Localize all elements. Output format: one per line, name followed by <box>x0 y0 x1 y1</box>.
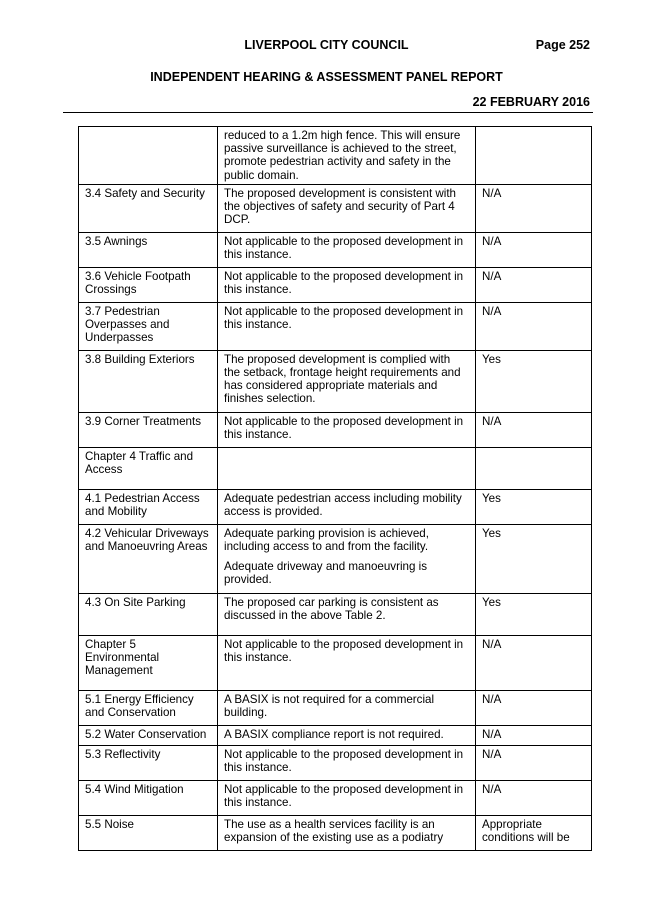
comment-cell <box>218 232 476 267</box>
comment-cell <box>218 447 476 489</box>
complies-cell: Yes <box>476 524 592 593</box>
complies-cell: N/A <box>476 232 592 267</box>
table-row <box>79 690 592 725</box>
comment-cell <box>218 725 476 745</box>
table-row <box>79 593 592 635</box>
control-cell: 5.4 Wind Mitigation <box>79 780 218 815</box>
comment-cell <box>218 184 476 232</box>
comment-cell <box>218 127 476 185</box>
comment-paragraph: The proposed car parking is consistent as discussed in the above Table 2. <box>224 595 439 623</box>
table-row <box>79 350 592 412</box>
complies-cell: N/A <box>476 302 592 350</box>
control-cell: 3.6 Vehicle Footpath Crossings <box>79 267 218 302</box>
table-row <box>79 780 592 815</box>
control-cell: Chapter 4 Traffic and Access <box>79 447 218 489</box>
table-row <box>79 232 592 267</box>
control-cell: 4.1 Pedestrian Access and Mobility <box>79 489 218 524</box>
control-cell: 3.7 Pedestrian Overpasses and Underpasses <box>79 302 218 350</box>
comment-paragraph: Not applicable to the proposed development in this instance. <box>224 269 464 297</box>
comment-paragraph: The proposed development is complied with the setback, frontage height requirements and has considered appropriate materials and finishes selection. <box>224 352 461 406</box>
comment-paragraph: Adequate parking provision is achieved, including access to and from the facility. <box>224 526 429 554</box>
table-row <box>79 302 592 350</box>
page-header <box>0 38 653 56</box>
page-number: Page 252 <box>535 38 590 52</box>
comment-cell <box>218 302 476 350</box>
complies-cell: N/A <box>476 725 592 745</box>
comment-paragraph: Not applicable to the proposed development in this instance. <box>224 747 464 775</box>
comment-paragraph: Not applicable to the proposed development in this instance. <box>224 234 464 262</box>
control-cell <box>79 127 218 185</box>
control-cell: 4.3 On Site Parking <box>79 593 218 635</box>
comment-paragraph: The use as a health services facility is an expansion of the existing use as a podiatry <box>224 817 444 845</box>
control-cell: 5.2 Water Conservation <box>79 725 218 745</box>
control-cell: 3.5 Awnings <box>79 232 218 267</box>
control-cell: 5.1 Energy Efficiency and Conservation <box>79 690 218 725</box>
comment-cell <box>218 745 476 780</box>
control-cell: Chapter 5 Environmental Management <box>79 635 218 690</box>
comment-cell <box>218 412 476 447</box>
table-row <box>79 745 592 780</box>
table-row <box>79 489 592 524</box>
comment-cell <box>218 635 476 690</box>
comment-cell <box>218 267 476 302</box>
comment-paragraph: Not applicable to the proposed development in this instance. <box>224 637 464 665</box>
complies-cell: Yes <box>476 489 592 524</box>
complies-cell: N/A <box>476 635 592 690</box>
control-cell: 4.2 Vehicular Driveways and Manoeuvring Areas <box>79 524 218 593</box>
report-date: 22 FEBRUARY 2016 <box>472 95 590 109</box>
table-row <box>79 635 592 690</box>
complies-cell: N/A <box>476 412 592 447</box>
table-row <box>79 267 592 302</box>
control-cell: 3.9 Corner Treatments <box>79 412 218 447</box>
comment-paragraph: The proposed development is consistent with the objectives of safety and security of Part 4 DCP. <box>224 186 457 227</box>
comment-paragraph: Adequate driveway and manoeuvring is provided. <box>224 560 428 587</box>
complies-cell: N/A <box>476 690 592 725</box>
comment-cell <box>218 524 476 593</box>
comment-paragraph: Adequate pedestrian access including mobility access is provided. <box>224 491 462 519</box>
compliance-table <box>78 126 592 851</box>
comment-cell <box>218 593 476 635</box>
complies-cell: N/A <box>476 267 592 302</box>
table-row <box>79 184 592 232</box>
complies-cell: N/A <box>476 745 592 780</box>
complies-cell: Appropriate conditions will be <box>476 815 592 850</box>
comment-cell <box>218 690 476 725</box>
complies-cell <box>476 447 592 489</box>
control-cell: 5.3 Reflectivity <box>79 745 218 780</box>
comment-cell <box>218 815 476 850</box>
comment-paragraph: A BASIX is not required for a commercial building. <box>224 692 435 720</box>
comment-cell <box>218 780 476 815</box>
table-row <box>79 127 592 185</box>
table-row <box>79 725 592 745</box>
complies-cell: N/A <box>476 184 592 232</box>
complies-cell: Yes <box>476 350 592 412</box>
comment-paragraph: reduced to a 1.2m high fence. This will ensure passive surveillance is achieved to the street, promote pedestrian activity and safety in the public domain. <box>224 129 461 182</box>
control-cell: 5.5 Noise <box>79 815 218 850</box>
control-cell: 3.8 Building Exteriors <box>79 350 218 412</box>
table-row <box>79 412 592 447</box>
compliance-table-body <box>79 127 592 851</box>
table-row <box>79 815 592 850</box>
complies-cell: Yes <box>476 593 592 635</box>
council-name: LIVERPOOL CITY COUNCIL <box>244 38 409 52</box>
comment-paragraph: A BASIX compliance report is not required. <box>224 727 444 741</box>
control-cell: 3.4 Safety and Security <box>79 184 218 232</box>
comment-cell <box>218 350 476 412</box>
comment-paragraph: Not applicable to the proposed development in this instance. <box>224 414 464 442</box>
comment-paragraph: Not applicable to the proposed development in this instance. <box>224 304 464 332</box>
report-title: INDEPENDENT HEARING & ASSESSMENT PANEL REPORT <box>150 70 503 84</box>
header-divider <box>63 112 593 113</box>
comment-cell <box>218 489 476 524</box>
table-row <box>79 447 592 489</box>
table-row <box>79 524 592 593</box>
comment-paragraph: Not applicable to the proposed development in this instance. <box>224 782 464 810</box>
complies-cell <box>476 127 592 185</box>
complies-cell: N/A <box>476 780 592 815</box>
